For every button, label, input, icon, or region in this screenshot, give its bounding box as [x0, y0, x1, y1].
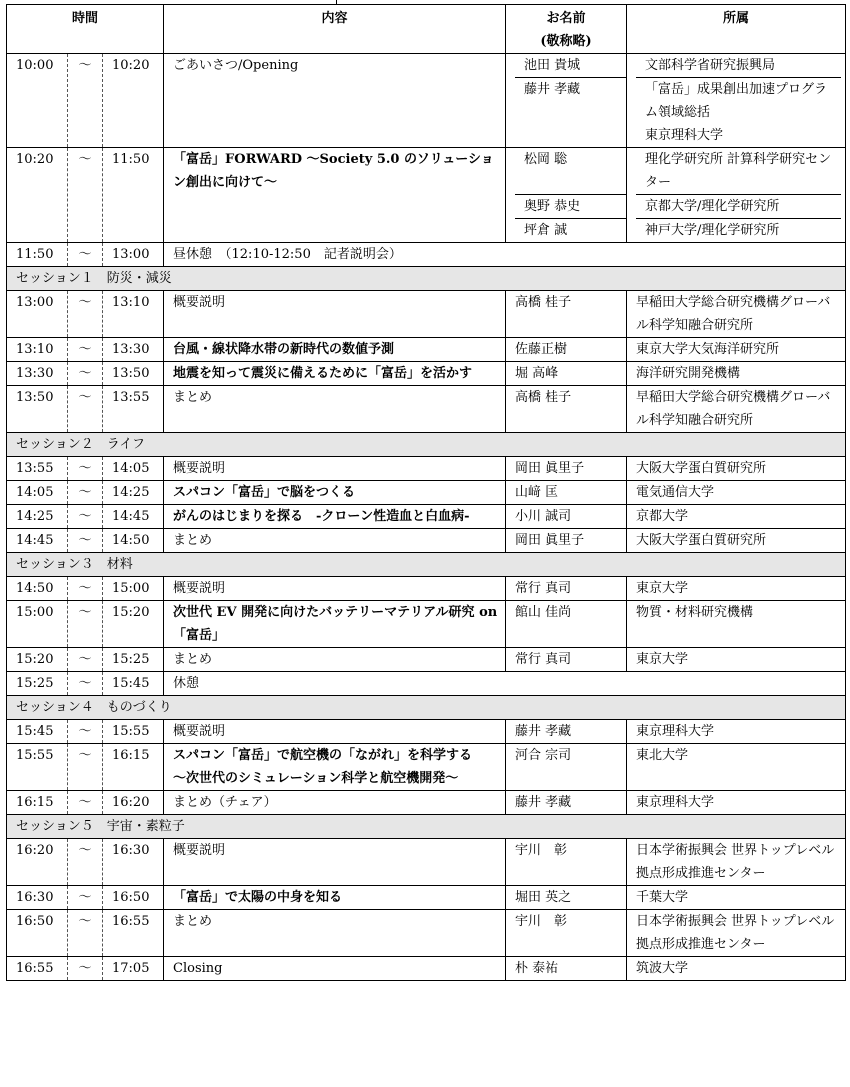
session-content: 概要説明	[164, 577, 506, 601]
time-separator: ～	[68, 744, 103, 791]
time-separator: ～	[68, 243, 103, 267]
session-content: まとめ	[164, 648, 506, 672]
schedule-row	[7, 744, 846, 791]
schedule-table	[6, 4, 846, 981]
speaker-affiliation: 「富岳」成果創出加速プログラム領域総括 東京理科大学	[636, 77, 841, 147]
start-time: 14:45	[7, 529, 68, 553]
header-name-line1: お名前	[546, 11, 586, 26]
time-separator: ～	[68, 148, 103, 243]
start-time: 16:55	[7, 957, 68, 981]
speaker-name: 岡田 眞里子	[506, 457, 627, 481]
start-time: 16:50	[7, 910, 68, 957]
session-title: セッション１ 防災・減災	[7, 267, 846, 291]
time-separator: ～	[68, 957, 103, 981]
session-content: まとめ	[164, 529, 506, 553]
speaker-name: 宇川 彰	[506, 839, 627, 886]
schedule-row	[7, 386, 846, 433]
session-content: 地震を知って震災に備えるために「富岳」を活かす	[164, 362, 506, 386]
session-content: 「富岳」で太陽の中身を知る	[164, 886, 506, 910]
speaker-name: 岡田 眞里子	[506, 529, 627, 553]
speaker-affiliation: 京都大学/理化学研究所	[636, 194, 841, 218]
end-time: 16:55	[103, 910, 164, 957]
session-content: 休憩	[164, 672, 846, 696]
start-time: 10:00	[7, 54, 68, 148]
session-content: 概要説明	[164, 720, 506, 744]
end-time: 15:20	[103, 601, 164, 648]
time-separator: ～	[68, 529, 103, 553]
speaker-affiliation: 大阪大学蛋白質研究所	[627, 529, 846, 553]
session-content: スパコン「富岳」で航空機の「ながれ」を科学する ～次世代のシミュレーション科学と航空機開発～	[164, 744, 506, 791]
speaker-affiliation: 東京理科大学	[627, 720, 846, 744]
end-time: 14:25	[103, 481, 164, 505]
session-title: セッション５ 宇宙・素粒子	[7, 815, 846, 839]
speaker-affiliation: 東北大学	[627, 744, 846, 791]
speaker-affiliation: 東京理科大学	[627, 791, 846, 815]
end-time: 15:00	[103, 577, 164, 601]
time-separator: ～	[68, 362, 103, 386]
header-name-line2: (敬称略)	[540, 34, 592, 49]
end-time: 14:50	[103, 529, 164, 553]
schedule-body	[7, 54, 846, 981]
time-separator: ～	[68, 791, 103, 815]
end-time: 16:50	[103, 886, 164, 910]
end-time: 15:25	[103, 648, 164, 672]
speaker-affiliation: 理化学研究所 計算科学研究センター	[645, 152, 832, 190]
speaker-affiliation: 千葉大学	[627, 886, 846, 910]
session-title: セッション４ ものづくり	[7, 696, 846, 720]
header-row	[7, 5, 846, 54]
end-time: 15:45	[103, 672, 164, 696]
time-separator: ～	[68, 720, 103, 744]
schedule-row	[7, 481, 846, 505]
schedule-row	[7, 957, 846, 981]
start-time: 14:50	[7, 577, 68, 601]
speaker-name: 宇川 彰	[506, 910, 627, 957]
speaker-name: 山﨑 匡	[506, 481, 627, 505]
time-separator: ～	[68, 648, 103, 672]
schedule-row	[7, 601, 846, 648]
start-time: 15:45	[7, 720, 68, 744]
session-content: 昼休憩 （12:10-12:50 記者説明会）	[164, 243, 846, 267]
session-content: スパコン「富岳」で脳をつくる	[164, 481, 506, 505]
schedule-row	[7, 886, 846, 910]
start-time: 15:25	[7, 672, 68, 696]
header-time: 時間	[7, 5, 164, 54]
speaker-affiliation: 早稲田大学総合研究機構グローバル科学知融合研究所	[627, 386, 846, 433]
speaker-name: 坪倉 誠	[515, 218, 626, 242]
end-time: 15:55	[103, 720, 164, 744]
session-header-row	[7, 433, 846, 457]
speaker-affiliation: 海洋研究開発機構	[627, 362, 846, 386]
end-time: 16:15	[103, 744, 164, 791]
start-time: 13:30	[7, 362, 68, 386]
schedule-row	[7, 243, 846, 267]
start-time: 16:15	[7, 791, 68, 815]
schedule-row	[7, 148, 846, 243]
start-time: 15:55	[7, 744, 68, 791]
schedule-row	[7, 839, 846, 886]
session-content: まとめ	[164, 910, 506, 957]
schedule-row	[7, 291, 846, 338]
start-time: 13:10	[7, 338, 68, 362]
speaker-name: 朴 泰祐	[506, 957, 627, 981]
end-time: 13:55	[103, 386, 164, 433]
speaker-affiliation: 京都大学	[627, 505, 846, 529]
session-title: セッション２ ライフ	[7, 433, 846, 457]
speaker-affiliation: 早稲田大学総合研究機構グローバル科学知融合研究所	[627, 291, 846, 338]
start-time: 15:20	[7, 648, 68, 672]
session-content: 次世代 EV 開発に向けたバッテリーマテリアル研究 on「富岳」	[164, 601, 506, 648]
speaker-affiliation: 東京大学	[627, 577, 846, 601]
speaker-name: 佐藤正樹	[506, 338, 627, 362]
speaker-name-cell	[506, 148, 627, 243]
time-separator: ～	[68, 886, 103, 910]
speaker-name: 藤井 孝藏	[506, 791, 627, 815]
time-separator: ～	[68, 481, 103, 505]
session-content: まとめ（チェア）	[164, 791, 506, 815]
speaker-name: 小川 誠司	[506, 505, 627, 529]
session-header-row	[7, 267, 846, 291]
speaker-name: 常行 真司	[506, 648, 627, 672]
start-time: 14:05	[7, 481, 68, 505]
speaker-affiliation: 文部科学省研究振興局	[645, 58, 776, 73]
start-time: 10:20	[7, 148, 68, 243]
start-time: 14:25	[7, 505, 68, 529]
session-content: 概要説明	[164, 839, 506, 886]
speaker-affiliation: 筑波大学	[627, 957, 846, 981]
start-time: 16:20	[7, 839, 68, 886]
end-time: 13:00	[103, 243, 164, 267]
session-content: がんのはじまりを探る -クローン性造血と白血病-	[164, 505, 506, 529]
end-time: 11:50	[103, 148, 164, 243]
header-affiliation: 所属	[627, 5, 846, 54]
time-separator: ～	[68, 291, 103, 338]
speaker-name: 堀 高峰	[506, 362, 627, 386]
header-name	[506, 5, 627, 54]
time-separator: ～	[68, 577, 103, 601]
session-content: ごあいさつ/Opening	[164, 54, 506, 148]
time-separator: ～	[68, 672, 103, 696]
end-time: 13:10	[103, 291, 164, 338]
start-time: 16:30	[7, 886, 68, 910]
session-content: 「富岳」FORWARD ～Society 5.0 のソリューション創出に向けて～	[164, 148, 506, 243]
schedule-row	[7, 362, 846, 386]
time-separator: ～	[68, 54, 103, 148]
session-header-row	[7, 553, 846, 577]
time-separator: ～	[68, 338, 103, 362]
schedule-row	[7, 910, 846, 957]
speaker-affiliation: 東京大学	[627, 648, 846, 672]
speaker-affiliation: 電気通信大学	[627, 481, 846, 505]
session-header-row	[7, 696, 846, 720]
start-time: 15:00	[7, 601, 68, 648]
schedule-row	[7, 338, 846, 362]
speaker-name: 松岡 聡	[524, 152, 568, 167]
speaker-name: 館山 佳尚	[506, 601, 627, 648]
session-content: 概要説明	[164, 457, 506, 481]
time-separator: ～	[68, 601, 103, 648]
end-time: 16:20	[103, 791, 164, 815]
speaker-affiliation: 日本学術振興会 世界トップレベル拠点形成推進センター	[627, 910, 846, 957]
speaker-affiliation: 日本学術振興会 世界トップレベル拠点形成推進センター	[627, 839, 846, 886]
start-time: 11:50	[7, 243, 68, 267]
session-title: セッション３ 材料	[7, 553, 846, 577]
schedule-row	[7, 720, 846, 744]
end-time: 10:20	[103, 54, 164, 148]
session-content: Closing	[164, 957, 506, 981]
speaker-name: 池田 貴城	[524, 58, 581, 73]
speaker-name: 高橋 桂子	[506, 291, 627, 338]
session-content: 台風・線状降水帯の新時代の数値予測	[164, 338, 506, 362]
speaker-name: 藤井 孝藏	[515, 77, 626, 147]
speaker-affiliation: 物質・材料研究機構	[627, 601, 846, 648]
start-time: 13:00	[7, 291, 68, 338]
end-time: 13:50	[103, 362, 164, 386]
session-header-row	[7, 815, 846, 839]
speaker-affiliation: 大阪大学蛋白質研究所	[627, 457, 846, 481]
time-separator: ～	[68, 505, 103, 529]
speaker-name: 河合 宗司	[506, 744, 627, 791]
schedule-row	[7, 672, 846, 696]
time-separator: ～	[68, 457, 103, 481]
schedule-row	[7, 648, 846, 672]
end-time: 17:05	[103, 957, 164, 981]
speaker-name: 常行 真司	[506, 577, 627, 601]
schedule-row	[7, 791, 846, 815]
time-separator: ～	[68, 839, 103, 886]
speaker-name: 藤井 孝藏	[506, 720, 627, 744]
start-time: 13:50	[7, 386, 68, 433]
schedule-row	[7, 505, 846, 529]
affiliation-cell	[627, 148, 846, 243]
speaker-name: 高橋 桂子	[506, 386, 627, 433]
speaker-affiliation: 東京大学大気海洋研究所	[627, 338, 846, 362]
speaker-name: 奥野 恭史	[515, 194, 626, 218]
start-time: 13:55	[7, 457, 68, 481]
speaker-affiliation: 神戸大学/理化学研究所	[636, 218, 841, 242]
schedule-row	[7, 457, 846, 481]
end-time: 13:30	[103, 338, 164, 362]
header-content: 内容	[164, 5, 506, 54]
time-separator: ～	[68, 910, 103, 957]
session-content: 概要説明	[164, 291, 506, 338]
end-time: 14:45	[103, 505, 164, 529]
end-time: 14:05	[103, 457, 164, 481]
end-time: 16:30	[103, 839, 164, 886]
schedule-row	[7, 529, 846, 553]
session-content: まとめ	[164, 386, 506, 433]
schedule-row	[7, 54, 846, 148]
affiliation-cell	[627, 54, 846, 148]
schedule-row	[7, 577, 846, 601]
speaker-name: 堀田 英之	[506, 886, 627, 910]
speaker-name-cell	[506, 54, 627, 148]
time-separator: ～	[68, 386, 103, 433]
